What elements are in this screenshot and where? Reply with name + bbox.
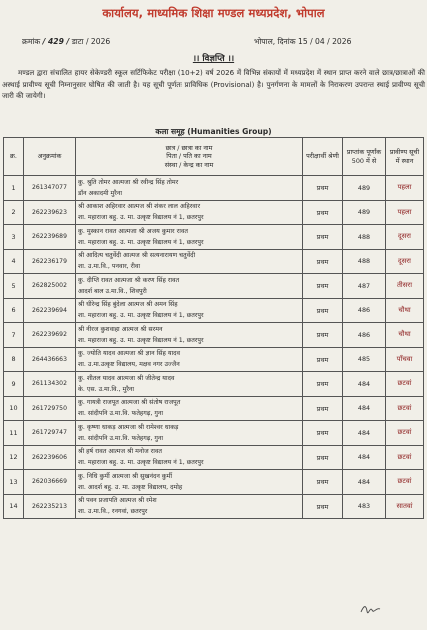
issue-date bbox=[254, 37, 351, 47]
group-title: कला समूह (Humanities Group) bbox=[155, 127, 272, 136]
cell-name bbox=[76, 225, 303, 250]
cell-rank: तीसरा bbox=[386, 274, 424, 299]
cell-category: प्रथम bbox=[303, 274, 343, 299]
student-name: कु. मुस्कान रावत आत्मजा श्री अजय कुमार रावत bbox=[78, 227, 188, 235]
cell-name bbox=[76, 298, 303, 323]
cell-category: प्रथम bbox=[303, 323, 343, 348]
cell-rank: छटवां bbox=[386, 470, 424, 495]
table-row bbox=[4, 445, 424, 470]
school-name: शा. महाराजा बहु. उ. मा. उत्कृष्ट विद्यालय नं 1, छतरपुर bbox=[78, 238, 204, 246]
cell-rank: चौथा bbox=[386, 323, 424, 348]
cell-marks: 489 bbox=[343, 176, 386, 201]
table-row bbox=[4, 421, 424, 446]
cell-roll: 262239694 bbox=[24, 298, 76, 323]
header-name-line1: छात्र / छात्रा का नाम bbox=[165, 143, 213, 152]
cell-roll: 264436663 bbox=[24, 347, 76, 372]
cell-rank: छटवां bbox=[386, 445, 424, 470]
table-row bbox=[4, 249, 424, 274]
cell-roll: 261729750 bbox=[24, 396, 76, 421]
cell-category: प्रथम bbox=[303, 347, 343, 372]
school-name: शा. सांदीपनि उ.मा.वि. फतेहगढ़, गुना bbox=[78, 410, 164, 418]
student-name: कु. कृष्णा धाकड़ आत्मजा श्री रामेश्वर धाकड़ bbox=[78, 423, 179, 431]
table-row bbox=[4, 470, 424, 495]
cell-rank: चौथा bbox=[386, 298, 424, 323]
cell-marks: 486 bbox=[343, 298, 386, 323]
table-row bbox=[4, 225, 424, 250]
cell-marks: 488 bbox=[343, 225, 386, 250]
cell-category: प्रथम bbox=[303, 494, 343, 519]
school-name: शा. उ.मा.वि., पनवार, रीवा bbox=[78, 263, 141, 271]
cell-sno: 2 bbox=[4, 200, 24, 225]
cell-category: प्रथम bbox=[303, 421, 343, 446]
cell-rank: दूसरा bbox=[386, 249, 424, 274]
cell-sno: 8 bbox=[4, 347, 24, 372]
cell-marks: 484 bbox=[343, 396, 386, 421]
cell-category: प्रथम bbox=[303, 225, 343, 250]
school-name: शा. महाराजा बहु. उ. मा. उत्कृष्ट विद्यालय नं 1, छतरपुर bbox=[78, 312, 204, 320]
cell-rank: सातवां bbox=[386, 494, 424, 519]
student-name: कु. ज्योति यादव आत्मजा श्री ज्ञान सिंह यादव bbox=[78, 350, 180, 358]
office-title: कार्यालय, माध्यमिक शिक्षा मण्डल मध्यप्रदेश, भोपाल bbox=[102, 6, 325, 20]
header-name-line3: संस्था / केन्द्र का नाम bbox=[164, 160, 214, 169]
header-name bbox=[76, 138, 303, 176]
cell-category: प्रथम bbox=[303, 200, 343, 225]
table-row bbox=[4, 274, 424, 299]
table-row bbox=[4, 494, 424, 519]
cell-roll: 262239692 bbox=[24, 323, 76, 348]
cell-category: प्रथम bbox=[303, 298, 343, 323]
cell-roll: 261134302 bbox=[24, 372, 76, 397]
notice-text: मण्डल द्वारा संचालित हायर सेकेण्डरी स्कूल सर्टिफिकेट परीक्षा (10+2) वर्ष 2026 में विभिन्न संकायों में मध्यप्रदेश में स्थान प्राप्त करने वाले छात्र/छात्राओं की अस्थाई प्रावीण्य सूची निम्नानुसार घोषित की जाती है। यह सूची पूर्णतः प्राविधिक (Provisional) है। पुनर्गणना के मामलों के निराकरण उपरान्त स्थाई प्रावीण्य सूची जारी की जायेगी। bbox=[2, 68, 425, 101]
school-name: शा. महाराजा बहु. उ. मा. उत्कृष्ट विद्यालय नं 1, छतरपुर bbox=[78, 336, 204, 344]
date-label: भोपाल, दिनांक bbox=[254, 37, 296, 46]
cell-sno: 1 bbox=[4, 176, 24, 201]
cell-category: प्रथम bbox=[303, 249, 343, 274]
student-name: श्री आदित्य चतुर्वेदी आत्मज श्री सत्यनारायण चतुर्वेदी bbox=[78, 252, 196, 260]
cell-sno: 5 bbox=[4, 274, 24, 299]
cell-roll: 262825002 bbox=[24, 274, 76, 299]
cell-category: प्रथम bbox=[303, 396, 343, 421]
ref-number: / 429 / bbox=[42, 37, 70, 46]
table-row bbox=[4, 372, 424, 397]
school-name: शा. उ.मा.उत्कृष्ट विद्यालय, मक्षव नगर उज्जैन bbox=[78, 361, 180, 369]
header-sno: क्र. bbox=[4, 138, 24, 176]
cell-rank: पाँचवा bbox=[386, 347, 424, 372]
cell-roll: 261347077 bbox=[24, 176, 76, 201]
school-name: डॉन अकादमी मुरैना bbox=[78, 189, 122, 197]
header-roll: अनुक्रमांक bbox=[24, 138, 76, 176]
cell-sno: 9 bbox=[4, 372, 24, 397]
ref-suffix: डाटा / 2026 bbox=[71, 37, 111, 46]
cell-roll: 262239689 bbox=[24, 225, 76, 250]
cell-name bbox=[76, 494, 303, 519]
cell-rank: छटवां bbox=[386, 396, 424, 421]
cell-sno: 14 bbox=[4, 494, 24, 519]
cell-name bbox=[76, 396, 303, 421]
header-rank: प्रावीण्य सूची में स्थान bbox=[386, 138, 424, 176]
student-name: कु. गायत्री राजपूत आत्मजा श्री संतोष राजपूत bbox=[78, 399, 181, 407]
student-name: कु. निधि कुर्मी आत्मजा श्री सुखनंदन कुर्मी bbox=[78, 472, 173, 480]
header-name-line2: पिता / पति का नाम bbox=[166, 152, 212, 161]
notice-body bbox=[2, 67, 425, 102]
student-name: श्री हर्ष रावत आत्मज श्री मनोज रावत bbox=[78, 448, 162, 456]
cell-marks: 484 bbox=[343, 421, 386, 446]
cell-sno: 10 bbox=[4, 396, 24, 421]
cell-marks: 484 bbox=[343, 445, 386, 470]
cell-name bbox=[76, 200, 303, 225]
table-body bbox=[4, 176, 424, 519]
cell-name bbox=[76, 372, 303, 397]
student-name: श्री धीरेन्द्र सिंह बुंदेला आत्मज श्री अमन सिंह bbox=[78, 301, 178, 309]
student-name: श्री पवन प्रजापति आत्मज श्री रमेश bbox=[78, 497, 157, 505]
cell-marks: 484 bbox=[343, 372, 386, 397]
cell-sno: 3 bbox=[4, 225, 24, 250]
school-name: के. एस. उ.मा.वि., मुरैना bbox=[78, 385, 135, 393]
table-row bbox=[4, 396, 424, 421]
cell-roll: 261729747 bbox=[24, 421, 76, 446]
cell-name bbox=[76, 347, 303, 372]
reference-number bbox=[22, 37, 110, 47]
cell-name bbox=[76, 249, 303, 274]
cell-sno: 6 bbox=[4, 298, 24, 323]
cell-category: प्रथम bbox=[303, 372, 343, 397]
cell-name bbox=[76, 323, 303, 348]
table-header-row bbox=[4, 138, 424, 176]
cell-marks: 484 bbox=[343, 470, 386, 495]
cell-rank: पहला bbox=[386, 200, 424, 225]
cell-marks: 487 bbox=[343, 274, 386, 299]
cell-roll: 262239606 bbox=[24, 445, 76, 470]
cell-marks: 485 bbox=[343, 347, 386, 372]
school-name: आदर्श बाल उ.मा.वि., शिवपुरी bbox=[78, 287, 147, 295]
cell-name bbox=[76, 470, 303, 495]
header-marks: प्राप्तांक पूर्णांक 500 में से bbox=[343, 138, 386, 176]
cell-sno: 12 bbox=[4, 445, 24, 470]
cell-sno: 7 bbox=[4, 323, 24, 348]
cell-name bbox=[76, 176, 303, 201]
cell-rank: दूसरा bbox=[386, 225, 424, 250]
student-name: कु. शीतल यादव आत्मजा श्री जीतेन्द्र यादव bbox=[78, 374, 175, 382]
signature-mark bbox=[360, 603, 382, 615]
cell-name bbox=[76, 274, 303, 299]
student-name: श्री नीरज कुशवाहा आत्मज श्री सरमन bbox=[78, 325, 163, 333]
cell-rank: छटवां bbox=[386, 421, 424, 446]
cell-marks: 483 bbox=[343, 494, 386, 519]
student-name: श्री आकाश अहिरवार आत्मज श्री शंकर लाल अहिरवार bbox=[78, 203, 201, 211]
cell-roll: 262236179 bbox=[24, 249, 76, 274]
cell-marks: 486 bbox=[343, 323, 386, 348]
student-name: कु. दीप्ति रावत आत्मजा श्री करण सिंह रावत bbox=[78, 276, 180, 284]
cell-roll: 262036669 bbox=[24, 470, 76, 495]
cell-sno: 11 bbox=[4, 421, 24, 446]
cell-marks: 489 bbox=[343, 200, 386, 225]
cell-marks: 488 bbox=[343, 249, 386, 274]
school-name: शा. महाराजा बहु. उ. मा. उत्कृष्ट विद्यालय नं 1, छतरपुर bbox=[78, 214, 204, 222]
notice-title: ।। विज्ञप्ति ।। bbox=[192, 54, 235, 64]
cell-roll: 262239623 bbox=[24, 200, 76, 225]
cell-roll: 262235213 bbox=[24, 494, 76, 519]
table-row bbox=[4, 323, 424, 348]
table-row bbox=[4, 200, 424, 225]
ref-prefix: क्रमांक bbox=[22, 37, 41, 46]
merit-table bbox=[3, 137, 424, 519]
cell-name bbox=[76, 421, 303, 446]
date-value: 15 / 04 / 2026 bbox=[298, 37, 352, 46]
table-row bbox=[4, 347, 424, 372]
school-name: शा. उ.मा.वि., रनगवां, छतरपुर bbox=[78, 508, 148, 516]
cell-rank: पहला bbox=[386, 176, 424, 201]
cell-category: प्रथम bbox=[303, 470, 343, 495]
cell-category: प्रथम bbox=[303, 176, 343, 201]
school-name: शा. महाराजा बहु. उ. मा. उत्कृष्ट विद्यालय नं 1, छतरपुर bbox=[78, 459, 204, 467]
table-row bbox=[4, 298, 424, 323]
cell-name bbox=[76, 445, 303, 470]
table-row bbox=[4, 176, 424, 201]
cell-sno: 13 bbox=[4, 470, 24, 495]
school-name: शा. सांदीपनि उ.मा.वि. फतेहगढ़, गुना bbox=[78, 434, 164, 442]
cell-sno: 4 bbox=[4, 249, 24, 274]
header-category: परीक्षार्थी श्रेणी bbox=[303, 138, 343, 176]
cell-category: प्रथम bbox=[303, 445, 343, 470]
student-name: कु. श्रुति तोमर आत्मजा श्री रवीन्द्र सिंह तोमर bbox=[78, 178, 179, 186]
school-name: शा. आदर्श बहु. उ. मा. उत्कृष्ट विद्यालय, दमोह bbox=[78, 483, 183, 491]
cell-rank: छटवां bbox=[386, 372, 424, 397]
